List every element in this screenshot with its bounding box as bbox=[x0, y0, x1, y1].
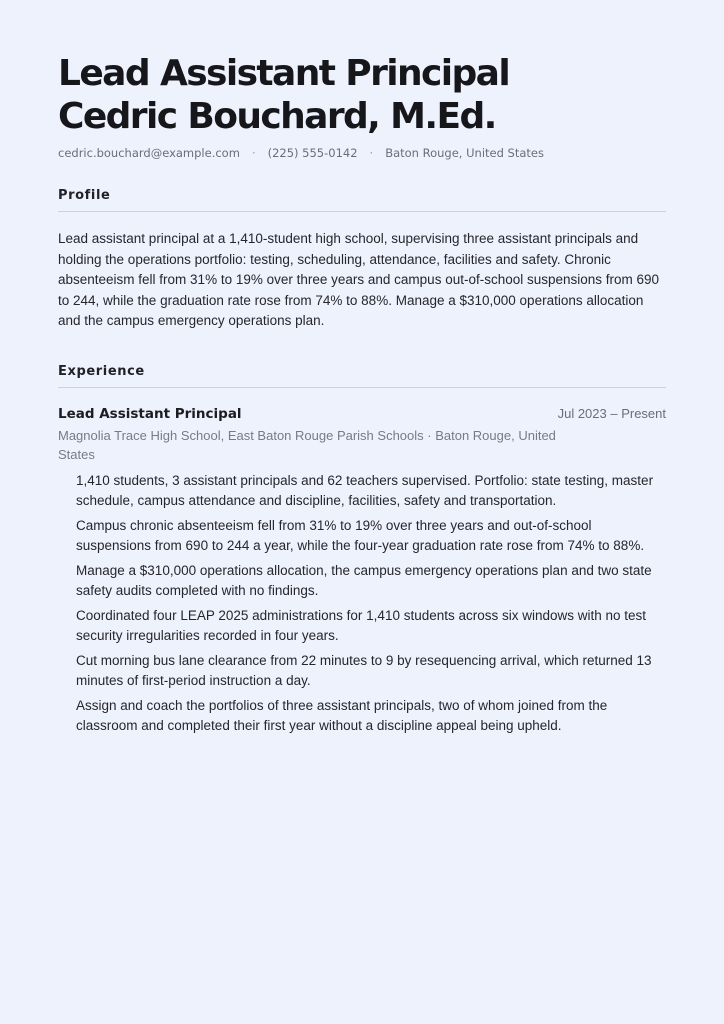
profile-section bbox=[58, 188, 666, 332]
profile-summary: Lead assistant principal at a 1,410-student high school, supervising three assistant principals and holding the operations portfolio: testing, scheduling, attendance, facilities and safety. Chronic absenteeism fell from 31% to 19% over three years and campus out-of-school suspensions from 690 to 244, while the graduation rate rose from 74% to 88%. Manage a $310,000 operations allocation and the campus emergency operations plan. bbox=[58, 231, 660, 328]
contact-location: Baton Rouge, United States bbox=[385, 146, 544, 160]
profile-section-title: Profile bbox=[58, 188, 666, 212]
job-header bbox=[58, 406, 666, 422]
job-bullet: 1,410 students, 3 assistant principals and 62 teachers supervised. Portfolio: state testing, master schedule, campus attendance and discipline, facilities, safety and transportation. bbox=[76, 472, 654, 508]
job-bullet: Coordinated four LEAP 2025 administrations for 1,410 students across six windows with no test security irregularities recorded in four years. bbox=[76, 607, 647, 643]
job-organization: Magnolia Trace High School, East Baton Rouge Parish Schools · Baton Rouge, United States bbox=[58, 427, 556, 462]
job-bullet-list bbox=[58, 471, 666, 737]
job-title: Lead Assistant Principal bbox=[58, 405, 242, 422]
contact-separator: · bbox=[369, 146, 374, 160]
contact-email[interactable]: cedric.bouchard@example.com bbox=[58, 146, 240, 160]
job-bullet: Cut morning bus lane clearance from 22 minutes to 9 by resequencing arrival, which returned 13 minutes of first-period instruction a day. bbox=[76, 652, 652, 688]
contact-line bbox=[58, 146, 666, 160]
name-line-2: Cedric Bouchard, M.Ed. bbox=[58, 96, 496, 137]
resume-page bbox=[58, 52, 666, 741]
name-line-1: Lead Assistant Principal bbox=[58, 53, 510, 94]
experience-section bbox=[58, 364, 666, 737]
experience-section-title: Experience bbox=[58, 364, 666, 388]
job-bullet: Assign and coach the portfolios of three assistant principals, two of whom joined from the classroom and completed their first year without a discipline appeal being upheld. bbox=[76, 697, 608, 733]
job-entry bbox=[58, 406, 666, 737]
job-dates: Jul 2023 – Present bbox=[557, 405, 666, 421]
job-bullet: Manage a $310,000 operations allocation, the campus emergency operations plan and two state safety audits completed with no findings. bbox=[76, 562, 652, 598]
resume-name-heading bbox=[58, 52, 666, 138]
contact-separator: · bbox=[251, 146, 256, 160]
contact-phone[interactable]: (225) 555-0142 bbox=[267, 146, 358, 160]
job-bullet: Campus chronic absenteeism fell from 31% to 19% over three years and out-of-school suspensions from 690 to 244 a year, while the four-year graduation rate rose from 74% to 88%. bbox=[76, 517, 645, 553]
